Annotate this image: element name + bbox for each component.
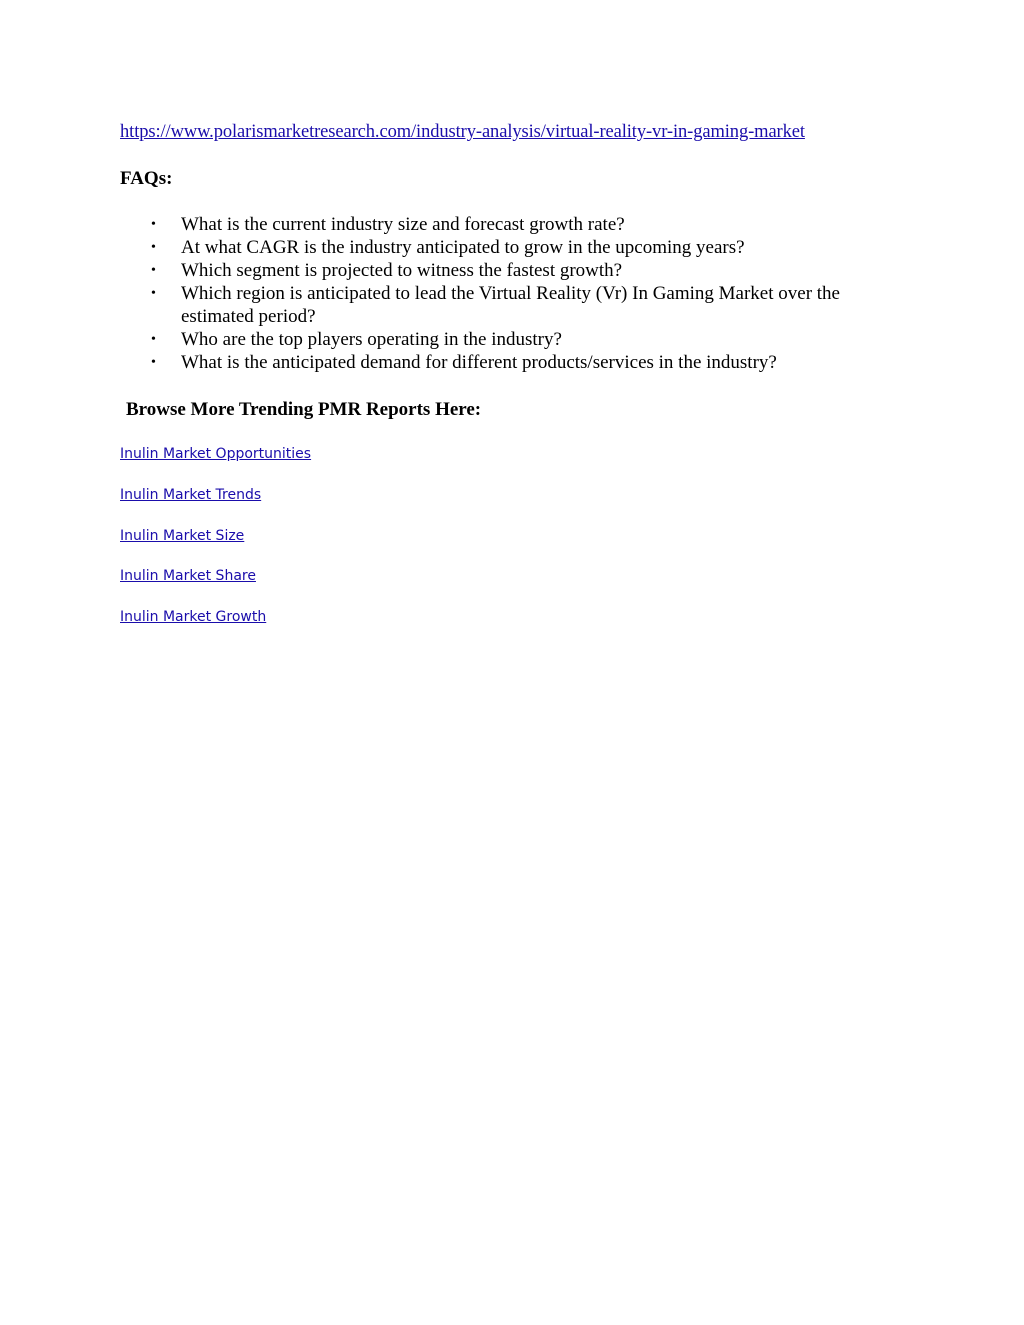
source-url-link[interactable]: https://www.polarismarketresearch.com/industry-analysis/virtual-reality-vr-in-gaming-market: [120, 122, 805, 142]
report-link-opportunities[interactable]: Inulin Market Opportunities: [120, 446, 312, 462]
faq-item: [120, 328, 910, 351]
faq-item: [120, 351, 910, 374]
bullet-icon: •: [151, 332, 156, 347]
bullet-icon: •: [151, 355, 156, 370]
related-reports-list: [120, 445, 311, 649]
faq-item: [120, 236, 910, 259]
faq-item-text: Who are the top players operating in the industry?: [181, 329, 562, 350]
list-item: [120, 445, 311, 486]
bullet-icon: •: [151, 286, 156, 301]
faq-item-text: At what CAGR is the industry anticipated to grow in the upcoming years?: [181, 237, 745, 258]
report-link-size[interactable]: Inulin Market Size: [120, 527, 245, 544]
bullet-icon: •: [151, 217, 156, 232]
faq-item-text: What is the current industry size and forecast growth rate?: [181, 214, 625, 235]
faq-item-text: Which region is anticipated to lead the Virtual Reality (Vr) In Gaming Market over the estimated period?: [181, 283, 840, 327]
list-item: [120, 527, 311, 568]
faq-item: [120, 282, 910, 328]
report-link-trends[interactable]: Inulin Market Trends: [120, 486, 262, 503]
list-item: [120, 567, 311, 608]
list-item: [120, 608, 311, 649]
report-link-share[interactable]: Inulin Market Share: [120, 568, 256, 585]
faq-list: [120, 213, 910, 374]
bullet-icon: •: [151, 263, 156, 278]
faq-item: [120, 259, 910, 282]
faq-item-text: Which segment is projected to witness the fastest growth?: [181, 260, 623, 281]
report-link-growth[interactable]: Inulin Market Growth: [120, 609, 267, 625]
browse-reports-heading: Browse More Trending PMR Reports Here:: [126, 399, 482, 420]
faq-item: [120, 213, 910, 236]
bullet-icon: •: [151, 240, 156, 255]
faq-heading: FAQs:: [120, 168, 173, 189]
faq-item-text: What is the anticipated demand for different products/services in the industry?: [181, 352, 777, 373]
list-item: [120, 486, 311, 527]
